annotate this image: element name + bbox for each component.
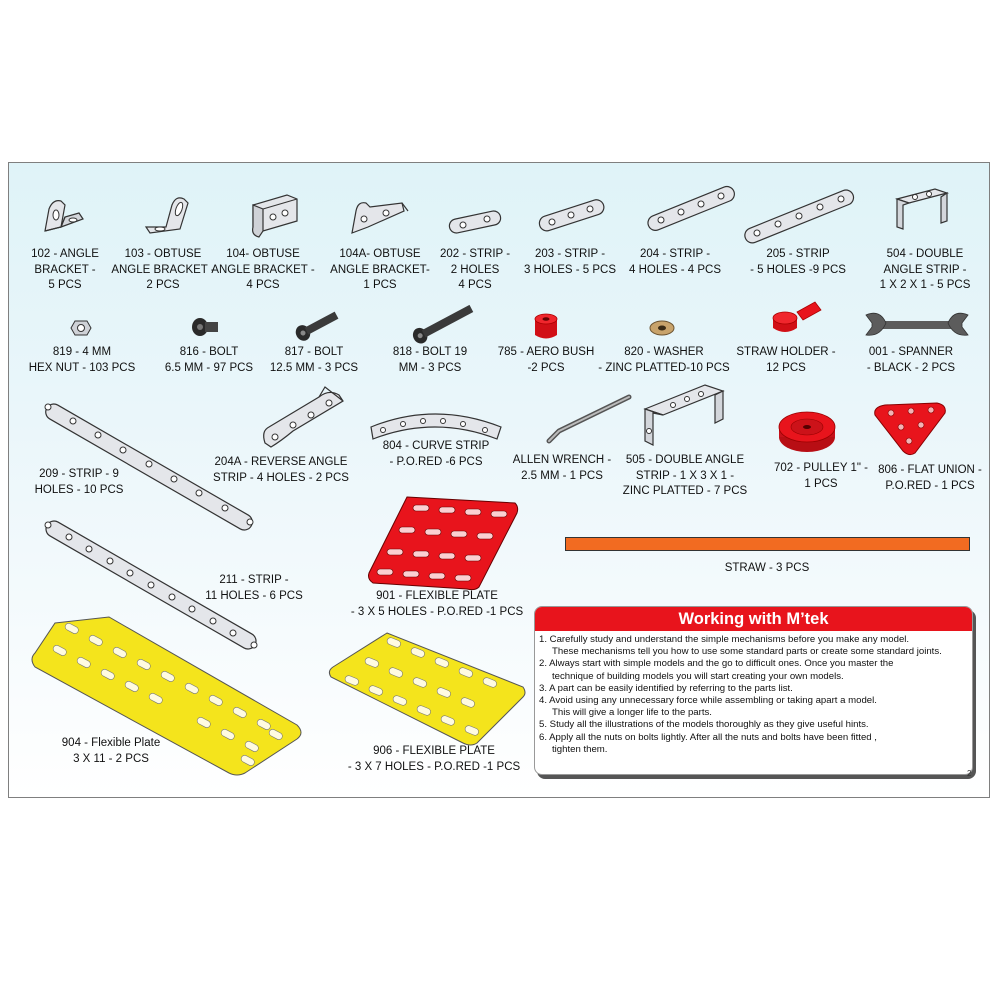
instruction-item: 2. Always start with simple models and the go to difficult ones. Once you master the technique of building models you will start creating your own models. [539, 658, 894, 682]
part-label-819: 819 - 4 MM HEX NUT - 103 PCS [28, 346, 136, 374]
working-with-mtek-box [534, 606, 973, 775]
part-label-102: 102 - ANGLE BRACKET - 5 PCS [31, 248, 99, 291]
straw-holder-image [769, 300, 824, 340]
instructions-list [535, 634, 972, 756]
reverse-angle-strip-204a-image [259, 383, 349, 453]
part-label-204: 204 - STRIP - 4 HOLES - 4 PCS [628, 248, 722, 276]
part-label-806: 806 - FLAT UNION - P.O.RED - 1 PCS [878, 464, 982, 492]
part-label-816: 816 - BOLT 6.5 MM - 97 PCS [164, 346, 254, 374]
strip-203-image [534, 195, 609, 235]
part-label-104: 104- OBTUSE ANGLE BRACKET - 4 PCS [211, 248, 315, 291]
part-label-785: 785 - AERO BUSH -2 PCS [497, 346, 595, 374]
bolt-817-image [293, 311, 343, 339]
part-label-904: 904 - Flexible Plate 3 X 11 - 2 PCS [61, 737, 161, 765]
part-label-702: 702 - PULLEY 1" - 1 PCS [773, 462, 869, 490]
instruction-item: 5. Study all the illustrations of the models thoroughly as they give useful hints. [539, 719, 869, 731]
part-label-202: 202 - STRIP - 2 HOLES 4 PCS [439, 248, 511, 291]
bolt-818-image [409, 303, 479, 343]
flexible-plate-906-image [327, 631, 527, 747]
double-angle-strip-505-image [639, 379, 729, 453]
obtuse-angle-bracket-103-image [142, 191, 202, 236]
part-label-allen-wrench: ALLEN WRENCH - 2.5 MM - 1 PCS [512, 454, 612, 482]
instruction-item: 6. Apply all the nuts on bolts lightly. After all the nuts and bolts have been fitted , tighten them. [539, 731, 877, 755]
parts-panel [8, 162, 990, 798]
page-number: 2 [967, 769, 972, 778]
part-label-103: 103 - OBTUSE ANGLE BRACKET - 2 PCS [111, 248, 215, 291]
part-label-104a: 104A- OBTUSE ANGLE BRACKET- 1 PCS [330, 248, 430, 291]
part-label-901: 901 - FLEXIBLE PLATE - 3 X 5 HOLES - P.O.RED -1 PCS [350, 590, 524, 618]
instruction-item: 3. A part can be easily identified by referring to the parts list. [539, 682, 793, 694]
instruction-item: 1. Carefully study and understand the simple mechanisms before you make any model. These mechanisms tell you how to use some standard parts or create some standard joints. [539, 634, 942, 658]
strip-205-image [739, 181, 859, 251]
hex-nut-819-image [70, 319, 92, 337]
part-label-906: 906 - FLEXIBLE PLATE - 3 X 7 HOLES - P.O.RED -1 PCS [347, 745, 521, 773]
part-label-820: 820 - WASHER - ZINC PLATTED-10 PCS [598, 346, 730, 374]
obtuse-angle-bracket-104-image [247, 191, 302, 239]
part-label-001: 001 - SPANNER - BLACK - 2 PCS [866, 346, 956, 374]
obtuse-angle-bracket-104a-image [346, 193, 411, 238]
aero-bush-785-image [531, 311, 561, 343]
part-label-203: 203 - STRIP - 3 HOLES - 5 PCS [523, 248, 617, 276]
flat-union-806-image [871, 401, 949, 457]
part-label-211: 211 - STRIP - 11 HOLES - 6 PCS [205, 574, 303, 602]
strip-204-image [641, 183, 741, 233]
info-title: Working with M’tek [535, 607, 972, 631]
flexible-plate-901-image [367, 495, 519, 591]
allen-wrench-image [545, 393, 635, 453]
part-label-204a: 204A - REVERSE ANGLE STRIP - 4 HOLES - 2 PCS [213, 456, 349, 484]
washer-820-image [649, 319, 675, 337]
part-label-straw: STRAW - 3 PCS [724, 562, 810, 574]
double-angle-strip-504-image [889, 183, 954, 238]
instruction-item: 4. Avoid using any unnecessary force while assembling or taking apart a model. This will give a longer life to the parts. [539, 695, 877, 719]
part-label-504: 504 - DOUBLE ANGLE STRIP - 1 X 2 X 1 - 5 PCS [879, 248, 971, 291]
strip-202-image [445, 207, 505, 237]
part-label-505: 505 - DOUBLE ANGLE STRIP - 1 X 3 X 1 - ZINC PLATTED - 7 PCS [622, 454, 748, 497]
part-label-804: 804 - CURVE STRIP - P.O.RED -6 PCS [382, 440, 490, 468]
angle-bracket-102-image [39, 193, 89, 238]
part-label-818: 818 - BOLT 19 MM - 3 PCS [392, 346, 468, 374]
part-label-209: 209 - STRIP - 9 HOLES - 10 PCS [34, 468, 124, 496]
part-label-straw-holder: STRAW HOLDER - 12 PCS [736, 346, 836, 374]
curve-strip-804-image [363, 403, 508, 443]
bolt-816-image [191, 316, 221, 338]
part-label-817: 817 - BOLT 12.5 MM - 3 PCS [269, 346, 359, 374]
straw-image [565, 537, 970, 551]
spanner-001-image [862, 311, 972, 339]
pulley-702-image [775, 407, 839, 457]
part-label-205: 205 - STRIP - 5 HOLES -9 PCS [750, 248, 846, 276]
